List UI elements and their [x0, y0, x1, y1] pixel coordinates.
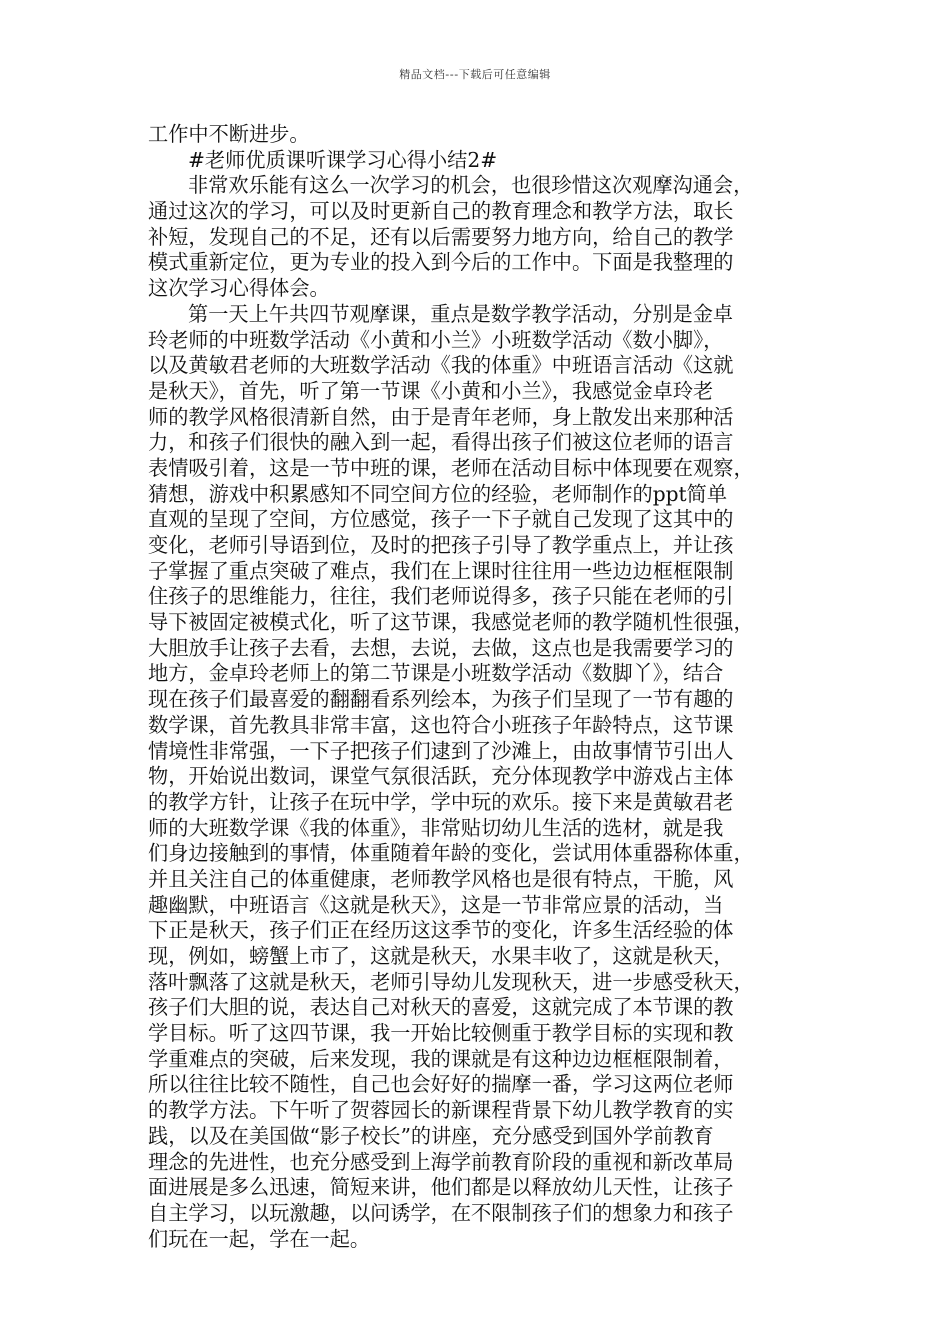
text-line: 以及黄敏君老师的大班数学活动《我的体重》中班语言活动《这就	[148, 353, 734, 378]
page-header: 精品文档---下载后可任意编辑	[399, 68, 551, 81]
text-line: 非常欢乐能有这么一次学习的机会，也很珍惜这次观摩沟通会，	[188, 173, 754, 198]
text-line: 变化，老师引导语到位，及时的把孩子引导了教学重点上，并让孩	[148, 533, 734, 557]
text-line: 自主学习，以玩激趣，以问诱学，在不限制孩子们的想象力和孩子	[148, 1200, 734, 1225]
text-line: 面进展是多么迅速，简短来讲，他们都是以释放幼儿天性，让孩子	[148, 1175, 734, 1200]
text-line: 是秋天》，首先，听了第一节课《小黄和小兰》，我感觉金卓玲老	[148, 378, 714, 403]
text-line: 这次学习心得体会。	[148, 276, 330, 301]
text-line: 现在孩子们最喜爱的翻翻看系列绘本，为孩子们呈现了一节有趣的	[148, 687, 734, 712]
text-line: 师的教学风格很清新自然，由于是青年老师，身上散发出来那种活	[148, 404, 734, 429]
text-line: 现，例如，螃蟹上市了，这就是秋天，水果丰收了，这就是秋天，	[148, 944, 734, 968]
text-line: 的教学方法。下午听了贺蓉园长的新课程背景下幼儿教学教育的实	[148, 1098, 734, 1123]
text-line: 并且关注自己的体重健康，老师教学风格也是很有特点，干脆，风	[148, 866, 734, 891]
text-line: 导下被固定被模式化，听了这节课，我感觉老师的教学随机性很强，	[148, 610, 754, 635]
text-line: 第一天上午共四节观摩课，重点是数学教学活动，分别是金卓	[188, 301, 734, 326]
text-line: 下正是秋天，孩子们正在经历这这季节的变化，许多生活经验的体	[148, 918, 734, 943]
text-line: 直观的呈现了空间，方位感觉，孩子一下子就自己发现了这其中的	[148, 507, 734, 532]
text-line: 大胆放手让孩子去看，去想，去说，去做，这点也是我需要学习的	[148, 635, 734, 660]
text-line: 通过这次的学习，可以及时更新自己的教育理念和教学方法，取长	[148, 199, 734, 224]
text-line: 模式重新定位，更为专业的投入到今后的工作中。下面是我整理的	[148, 250, 734, 275]
text-line: 物，开始说出数词，课堂气氛很活跃，充分体现教学中游戏占主体	[148, 764, 734, 789]
text-line: 数学课，首先教具非常丰富，这也符合小班孩子年龄特点，这节课	[148, 712, 734, 737]
text-line: 学重难点的突破，后来发现，我的课就是有这种边边框框限制着，	[148, 1046, 734, 1071]
text-line: 所以往往比较不随性，自己也会好好的揣摩一番，学习这两位老师	[148, 1072, 734, 1097]
text-line: 们玩在一起，学在一起。	[148, 1226, 371, 1251]
text-line: 理念的先进性，也充分感受到上海学前教育阶段的重视和新改革局	[148, 1149, 734, 1174]
text-line: #老师优质课听课学习心得小结2#	[188, 147, 498, 172]
text-line: 学目标。听了这四节课，我一开始比较侧重于教学目标的实现和教	[148, 1021, 734, 1046]
text-line: 落叶飘落了这就是秋天，老师引导幼儿发现秋天，进一步感受秋天，	[148, 969, 754, 994]
text-line: 趣幽默，中班语言《这就是秋天》，这是一节非常应景的活动，当	[148, 892, 724, 917]
text-line: 师的大班数学课《我的体重》，非常贴切幼儿生活的选材，就是我	[148, 815, 724, 840]
text-line: 子掌握了重点突破了难点，我们在上课时往往用一些边边框框限制	[148, 558, 734, 583]
text-line: 们身边接触到的事情，体重随着年龄的变化，尝试用体重器称体重，	[148, 841, 754, 866]
text-line: 的教学方针，让孩子在玩中学，学中玩的欢乐。接下来是黄敏君老	[148, 789, 734, 814]
text-line: 工作中不断进步。	[148, 122, 310, 146]
text-line: 猜想，游戏中积累感知不同空间方位的经验，老师制作的ppt简单	[148, 481, 728, 506]
text-line: 表情吸引着，这是一节中班的课，老师在活动目标中体现要在观察，	[148, 455, 754, 480]
text-line: 力，和孩子们很快的融入到一起，看得出孩子们被这位老师的语言	[148, 430, 734, 455]
text-line: 践，以及在美国做“影子校长”的讲座，充分感受到国外学前教育	[148, 1123, 714, 1148]
document-body	[148, 122, 812, 1252]
text-line: 住孩子的思维能力，往往，我们老师说得多，孩子只能在老师的引	[148, 584, 734, 609]
text-line: 孩子们大胆的说，表达自己对秋天的喜爱，这就完成了本节课的教	[148, 995, 734, 1020]
text-line: 情境性非常强，一下子把孩子们逮到了沙滩上，由故事情节引出人	[148, 738, 734, 763]
text-line: 补短，发现自己的不足，还有以后需要努力地方向，给自己的教学	[148, 224, 734, 249]
text-line: 地方，金卓玲老师上的第二节课是小班数学活动《数脚丫》，结合	[148, 661, 724, 686]
text-line: 玲老师的中班数学活动《小黄和小兰》小班数学活动《数小脚》，	[148, 327, 724, 352]
